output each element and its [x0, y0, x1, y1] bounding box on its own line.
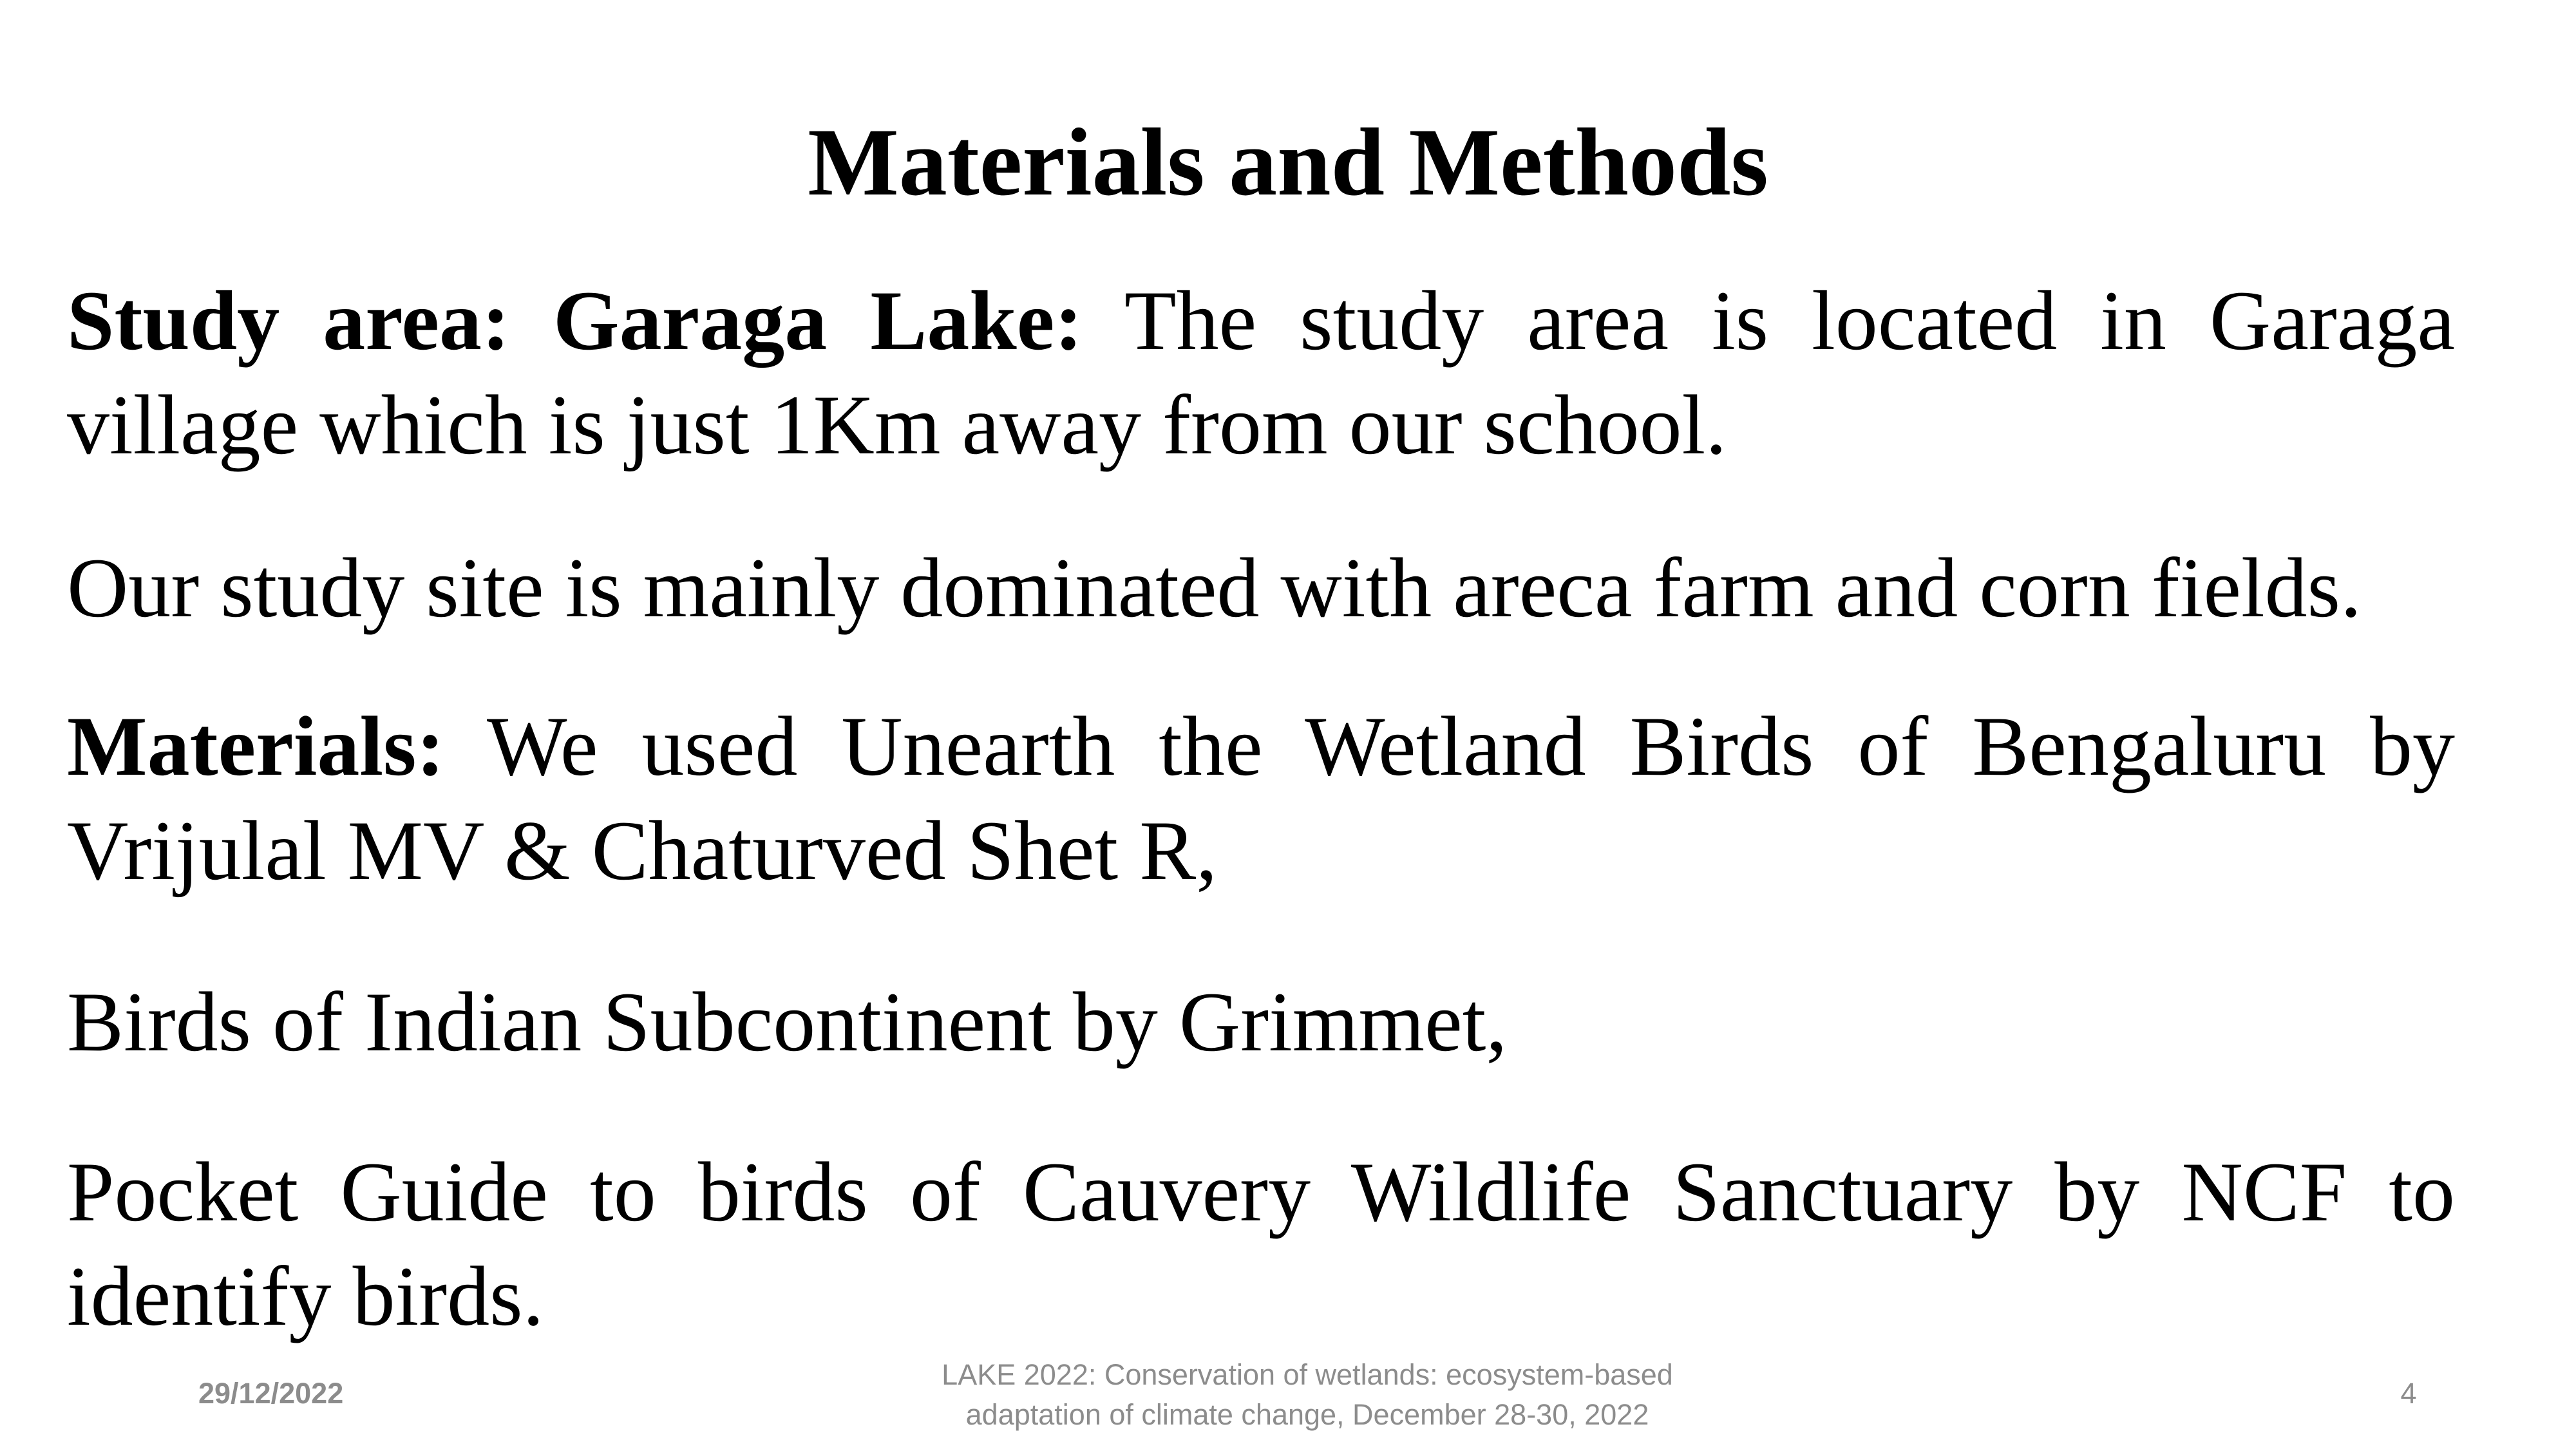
study-area-text: The study area is located in Garaga village which is just 1Km away from our school.: [67, 273, 2455, 472]
reference-book-pocket-guide: Pocket Guide to birds of Cauvery Wildlife Sanctuary by NCF to identify birds.: [67, 1144, 2455, 1343]
footer-event-line-1: LAKE 2022: Conservation of wetlands: ecosystem-based: [942, 1358, 1673, 1391]
study-site-paragraph: Our study site is mainly dominated with areca farm and corn fields.: [67, 540, 2362, 635]
footer-date: 29/12/2022: [198, 1377, 344, 1410]
page-number: 4: [2400, 1377, 2417, 1410]
study-area-label: Study area: Garaga Lake:: [67, 273, 1083, 368]
reference-book-grimmet: Birds of Indian Subcontinent by Grimmet,: [67, 974, 1508, 1069]
study-area-paragraph: [67, 269, 2455, 477]
materials-text: We used Unearth the Wetland Birds of Bengaluru by Vrijulal MV & Chaturved Shet R,: [67, 699, 2455, 898]
materials-label: Materials:: [67, 699, 445, 793]
slide-title: Materials and Methods: [808, 109, 1768, 216]
footer-event-line-2: adaptation of climate change, December 28-30, 2022: [965, 1398, 1649, 1431]
footer-event: [863, 1355, 1752, 1435]
materials-paragraph: [67, 694, 2455, 903]
